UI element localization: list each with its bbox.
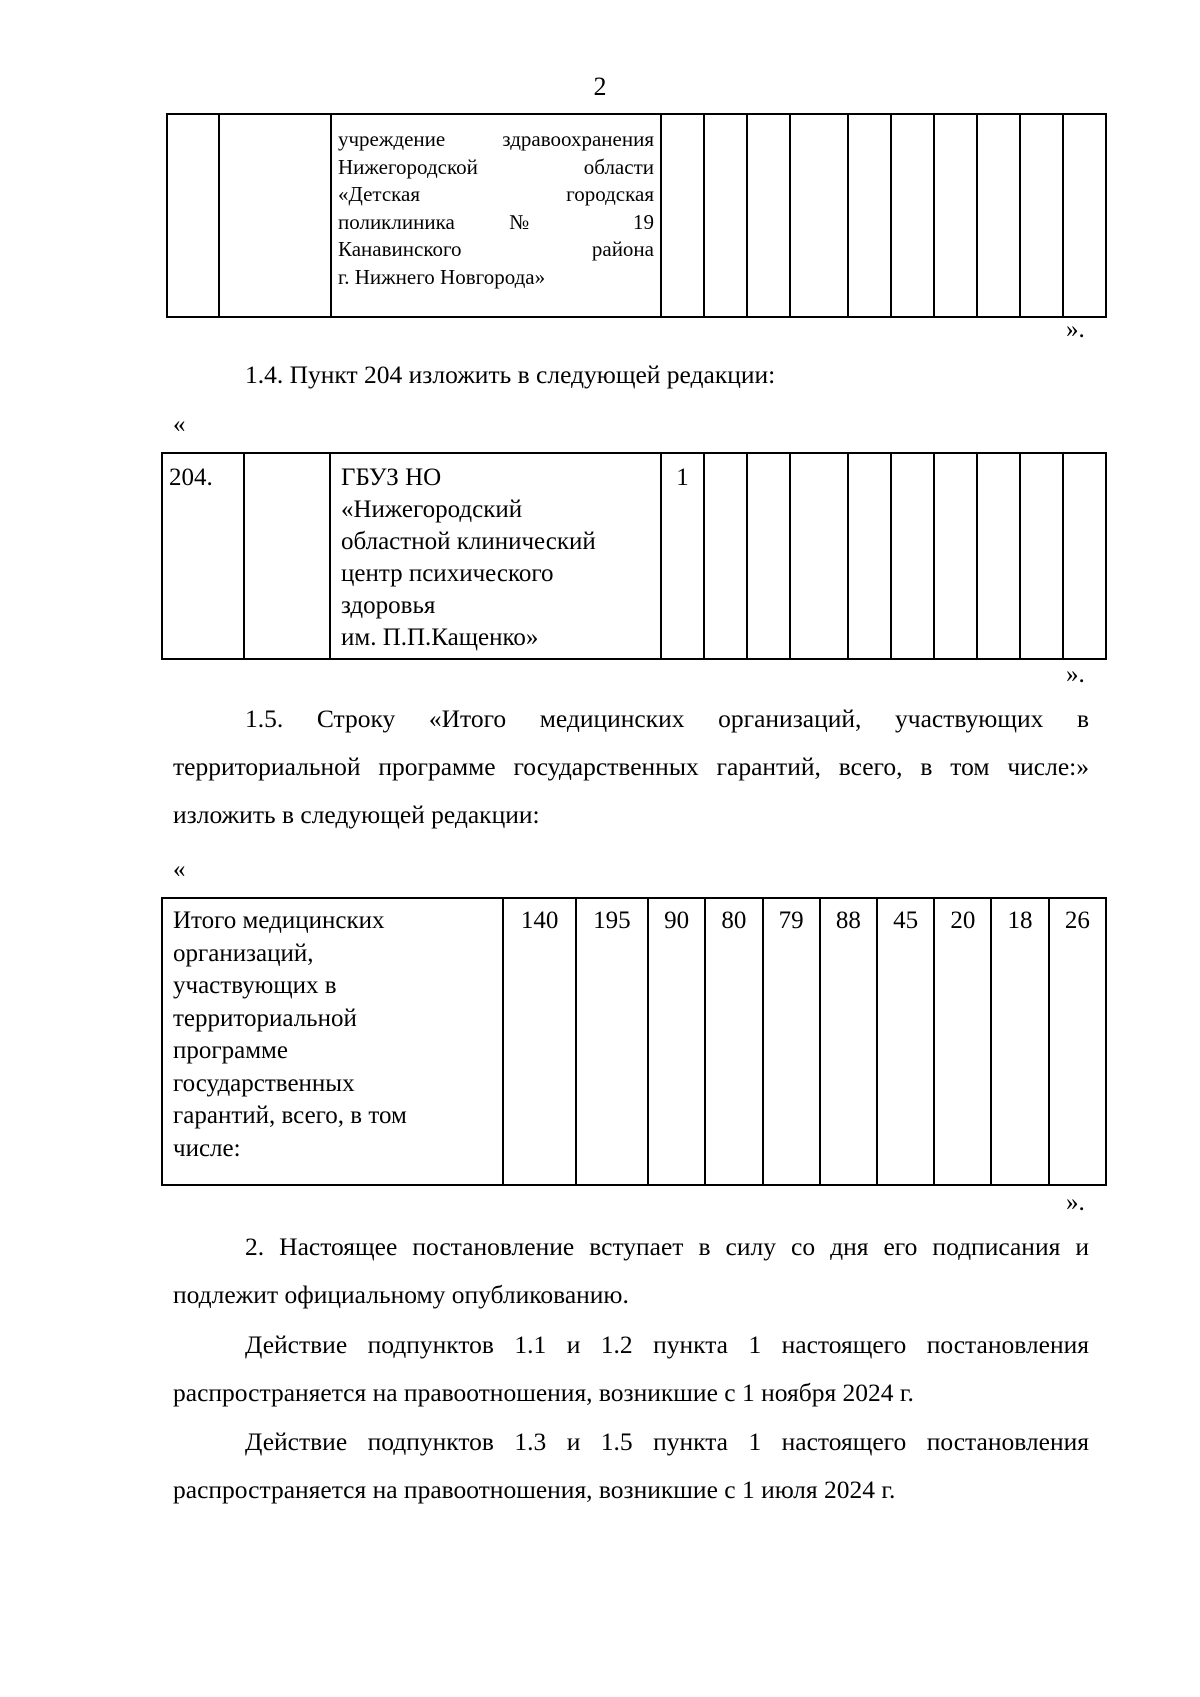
cell-value [1063, 453, 1106, 659]
cell-total-value: 45 [877, 898, 934, 1185]
org-line: Канавинского района [338, 237, 654, 261]
cell-value [704, 453, 747, 659]
cell-number: 204. [162, 453, 244, 659]
cell-value [891, 453, 934, 659]
org-line: учреждение здравоохранения [338, 127, 654, 151]
cell-value [934, 114, 977, 317]
table-totals [161, 897, 1107, 1186]
table-row [167, 114, 1106, 317]
cell-organization [331, 114, 661, 317]
paragraph-1-4: 1.4. Пункт 204 изложить в следующей редакции: [245, 360, 776, 389]
cell-number [167, 114, 219, 317]
paragraph-1-5: 1.5. Строку «Итого медицинских организаций, участвующих в территориальной программе государственных гарантий, всего, в том числе:» изложить в следующей редакции: [173, 704, 1089, 829]
cell-value [790, 114, 848, 317]
paragraph-4: Действие подпунктов 1.3 и 1.5 пункта 1 настоящего постановления распространяется на правоотношения, возникшие с 1 июля 2024 г. [173, 1427, 1089, 1504]
cell-value [977, 453, 1020, 659]
cell-organization [330, 453, 661, 659]
cell-total-value: 80 [705, 898, 762, 1185]
cell-total-value: 88 [820, 898, 877, 1185]
org-line: поликлиника № 19 [338, 209, 654, 234]
cell-value [848, 453, 891, 659]
table-item-204 [161, 452, 1107, 660]
cell-value: 1 [661, 453, 704, 659]
cell-value [848, 114, 891, 317]
paragraph-2: 2. Настоящее постановление вступает в силу со дня его подписания и подлежит официальному опубликованию. [173, 1232, 1089, 1309]
label-line: участвующих в [173, 972, 337, 999]
cell-total-value: 26 [1049, 898, 1106, 1185]
org-line: здоровья [341, 592, 436, 619]
cell-value [1063, 114, 1106, 317]
label-line: гарантий, всего, в том [173, 1102, 407, 1129]
cell-total-value: 20 [934, 898, 991, 1185]
label-line: государственных [173, 1069, 355, 1097]
closing-quote: ». [1066, 316, 1085, 343]
label-line: территориальной [173, 1004, 357, 1032]
cell-value [1020, 453, 1063, 659]
cell-total-value: 195 [576, 898, 648, 1185]
org-line: ГБУЗ НО [341, 464, 442, 491]
org-line: «Нижегородский [341, 496, 523, 523]
org-line: «Детская городская [338, 182, 654, 206]
cell-empty [244, 453, 330, 659]
cell-value [790, 453, 848, 659]
org-line: г. Нижнего Новгорода» [338, 264, 546, 289]
page-number: 2 [593, 72, 607, 101]
cell-value [747, 114, 790, 317]
paragraph-3: Действие подпунктов 1.1 и 1.2 пункта 1 настоящего постановления распространяется на правоотношения, возникшие с 1 ноября 2024 г. [173, 1330, 1089, 1407]
org-line: им. П.П.Кащенко» [341, 624, 539, 651]
label-line: Итого медицинских [173, 907, 385, 934]
opening-quote: « [173, 856, 186, 883]
label-line: организаций, [173, 939, 314, 967]
label-line: числе: [173, 1134, 241, 1162]
cell-total-value: 18 [991, 898, 1048, 1185]
closing-quote: ». [1066, 1189, 1085, 1216]
cell-value [704, 114, 747, 317]
cell-value [661, 114, 704, 317]
cell-total-value: 79 [763, 898, 820, 1185]
cell-total-value: 90 [648, 898, 705, 1185]
cell-total-value: 140 [503, 898, 575, 1185]
label-line: программе [173, 1037, 288, 1064]
cell-value [977, 114, 1020, 317]
closing-quote: ». [1066, 661, 1085, 688]
cell-empty [219, 114, 331, 317]
org-line: Нижегородской области [338, 154, 654, 179]
table-row [162, 453, 1106, 659]
opening-quote: « [173, 411, 186, 438]
cell-value [934, 453, 977, 659]
cell-value [891, 114, 934, 317]
cell-value [1020, 114, 1063, 317]
table-row [162, 898, 1106, 1185]
org-line: областной клинический [341, 528, 596, 555]
table-continuation [166, 113, 1107, 318]
cell-total-label [162, 898, 503, 1185]
cell-value [747, 453, 790, 659]
org-line: центр психического [341, 560, 554, 587]
